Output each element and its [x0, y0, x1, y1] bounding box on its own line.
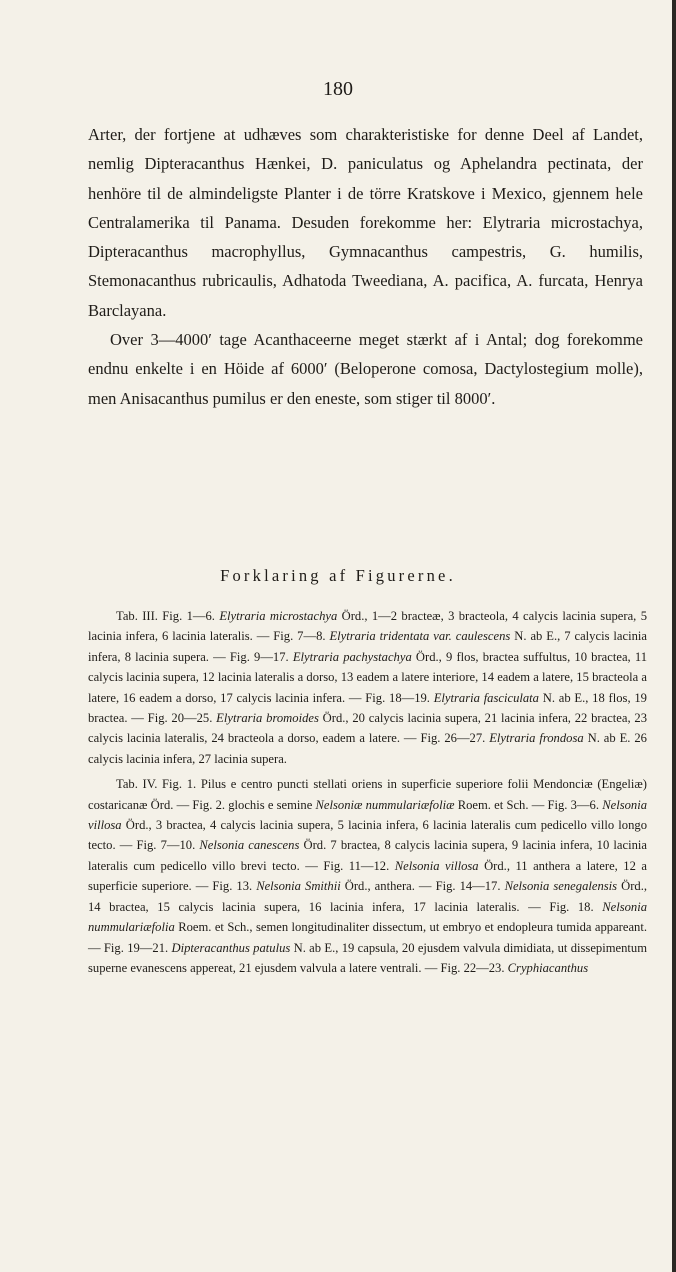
plate-3-explanation: Tab. III. Fig. 1—6. Elytraria microstachya Örd., 1—2 bracteæ, 3 bracteola, 4 calycis lacinia supera, 5 lacinia infera, 6 lacinia lateralis. — Fig. 7—8. Elytraria tridentata var. caulescens N. ab E., 7 calycis lacinia infera, 8 lacinia supera. — Fig. 9—17. Elytraria pachystachya Örd., 9 flos, bractea suffultus, 10 bractea, 11 calycis lacinia supera, 12 lacinia lateralis a dorso, 13 eadem a latere interiore, 14 eadem a latere, 15 bracteola a latere, 16 eadem a dorso, 17 calycis lacinia infera. — Fig. 18—19. Elytraria fasciculata N. ab E., 18 flos, 19 bractea. — Fig. 20—25. Elytraria bromoides Örd., 20 calycis lacinia supera, 21 lacinia infera, 22 bractea, 23 calycis lacinia lateralis, 24 bracteola a dorso, eadem a latere. — Fig. 26—27. Elytraria frondosa N. ab E. 26 calycis lacinia infera, 27 lacinia supera.	[88, 609, 648, 766]
page-edge-shadow	[672, 0, 676, 1272]
body-paragraph-2: Over 3—4000′ tage Acanthaceerne meget stærkt af i Antal; dog forekomme endnu enkelte i en Höide af 6000′ (Beloperone comosa, Dactylostegium molle), men Anisacanthus pumilus er den eneste, som stiger til 8000′.	[88, 330, 643, 408]
figure-explanations	[88, 606, 647, 983]
body-text	[88, 120, 643, 413]
body-paragraph-1: Arter, der fortjene at udhæves som charakteristiske for denne Deel af Landet, nemlig Dipteracanthus Hænkei, D. paniculatus og Aphelandra pectinata, der henhöre til de almindeligste Planter i de törre Kratskove i Mexico, gjennem hele Centralamerika til Panama. Desuden forekomme her: Elytraria microstachya, Dipteracanthus macrophyllus, Gymnacanthus campestris, G. humilis, Stemonacanthus rubricaulis, Adhatoda Tweediana, A. pacifica, A. furcata, Henrya Barclayana.	[88, 125, 643, 320]
page-number: 180	[323, 78, 353, 100]
plate-4-explanation: Tab. IV. Fig. 1. Pilus e centro puncti stellati oriens in superficie superiore folii Mendonciæ (Engeliæ) costaricanæ Örd. — Fig. 2. glochis e semine Nelsoniæ nummulariæfoliæ Roem. et Sch. — Fig. 3—6. Nelsonia villosa Örd., 3 bractea, 4 calycis lacinia supera, 5 lacinia infera, 6 lacinia lateralis cum pedicello villo longo tecto. — Fig. 7—10. Nelsonia canescens Örd. 7 bractea, 8 calycis lacinia supera, 9 lacinia infera, 10 lacinia lateralis cum pedicello villo brevi tecto. — Fig. 11—12. Nelsonia villosa Örd., 11 anthera a latere, 12 a superficie superiore. — Fig. 13. Nelsonia Smithii Örd., anthera. — Fig. 14—17. Nelsonia senegalensis Örd., 14 bractea, 15 calycis lacinia supera, 16 lacinia infera, 17 lacinia lateralis. — Fig. 18. Nelsonia nummulariæfolia Roem. et Sch., semen longitudinaliter dissectum, ut embryo et endopleura tumida appareant. — Fig. 19—21. Dipteracanthus patulus N. ab E., 19 capsula, 20 ejusdem valvula dimidiata, ut dissepimentum superne evanescens appereat, 21 ejusdem valvula a latere ventrali. — Fig. 22—23. Cryphiacanthus	[88, 777, 647, 975]
section-heading: Forklaring af Figurerne.	[220, 566, 456, 585]
